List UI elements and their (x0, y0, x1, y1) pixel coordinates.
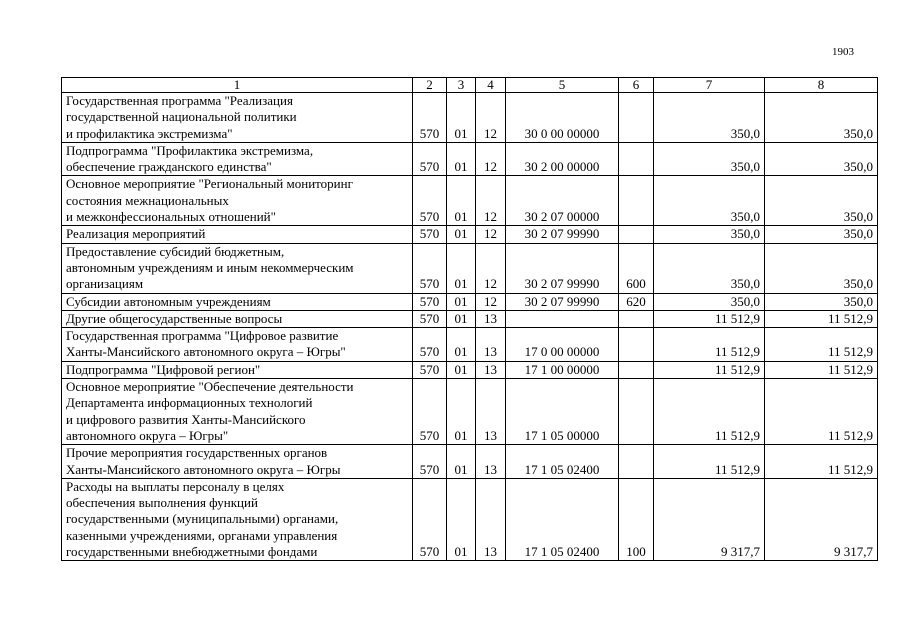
row-name (62, 226, 413, 243)
header-cell: 5 (506, 78, 619, 93)
row-amount-col8: 11 512,9 (765, 328, 878, 362)
row-name-line: Предоставление субсидий бюджетным, (66, 243, 285, 259)
row-amount-col8: 350,0 (765, 226, 878, 243)
row-subsection-code: 13 (476, 361, 506, 378)
row-amount-col8: 11 512,9 (765, 445, 878, 479)
row-amount-col8: 350,0 (765, 243, 878, 293)
row-amount-col7: 11 512,9 (654, 379, 765, 445)
header-cell: 8 (765, 78, 878, 93)
row-expense-type (619, 176, 654, 226)
table-row (62, 445, 878, 479)
row-admin-code: 570 (413, 293, 447, 310)
row-section-code: 01 (447, 142, 476, 176)
row-expense-type (619, 328, 654, 362)
row-admin-code: 570 (413, 142, 447, 176)
row-amount-col7: 9 317,7 (654, 478, 765, 560)
table-row (62, 361, 878, 378)
row-target-article: 17 1 05 02400 (506, 478, 619, 560)
row-name-line: казенными учреждениями, органами управления (66, 527, 338, 543)
row-admin-code: 570 (413, 176, 447, 226)
header-cell: 2 (413, 78, 447, 93)
row-subsection-code: 12 (476, 93, 506, 143)
row-name (62, 361, 413, 378)
row-name (62, 93, 413, 143)
row-name-line: Субсидии автономным учреждениям (66, 293, 271, 309)
row-name-line: Ханты-Мансийского автономного округа – Югры" (66, 344, 346, 360)
row-name (62, 176, 413, 226)
row-amount-col8: 350,0 (765, 176, 878, 226)
table-row (62, 226, 878, 243)
row-amount-col7: 350,0 (654, 243, 765, 293)
row-target-article: 17 0 00 00000 (506, 328, 619, 362)
row-amount-col7: 11 512,9 (654, 361, 765, 378)
table-row (62, 310, 878, 327)
row-section-code: 01 (447, 293, 476, 310)
row-name (62, 379, 413, 445)
row-name-line: Основное мероприятие "Региональный мониторинг (66, 176, 353, 192)
row-section-code: 01 (447, 328, 476, 362)
row-name (62, 328, 413, 362)
row-amount-col8: 11 512,9 (765, 379, 878, 445)
row-admin-code: 570 (413, 445, 447, 479)
row-name-line: Другие общегосударственные вопросы (66, 310, 283, 326)
row-subsection-code: 13 (476, 310, 506, 327)
row-name-line: Департамента информационных технологий (66, 395, 313, 411)
row-admin-code: 570 (413, 226, 447, 243)
row-amount-col8: 350,0 (765, 142, 878, 176)
row-section-code: 01 (447, 478, 476, 560)
row-name-line: Расходы на выплаты персоналу в целях (66, 478, 285, 494)
header-cell: 3 (447, 78, 476, 93)
row-target-article: 30 2 07 99990 (506, 226, 619, 243)
row-section-code: 01 (447, 310, 476, 327)
row-expense-type: 600 (619, 243, 654, 293)
row-expense-type (619, 226, 654, 243)
header-row (62, 78, 878, 93)
row-name-line: автономного округа – Югры" (66, 427, 229, 443)
row-target-article: 17 1 05 02400 (506, 445, 619, 479)
row-amount-col7: 350,0 (654, 176, 765, 226)
row-name-line: и цифрового развития Ханты-Мансийского (66, 411, 306, 427)
row-name-line: государственной национальной политики (66, 109, 297, 125)
row-section-code: 01 (447, 93, 476, 143)
row-subsection-code: 13 (476, 379, 506, 445)
table-row (62, 478, 878, 560)
row-target-article: 30 2 07 00000 (506, 176, 619, 226)
row-admin-code: 570 (413, 361, 447, 378)
row-name-line: государственными (муниципальными) органами, (66, 511, 339, 527)
row-section-code: 01 (447, 379, 476, 445)
header-cell: 7 (654, 78, 765, 93)
table-body (62, 93, 878, 561)
row-admin-code: 570 (413, 243, 447, 293)
row-target-article: 30 2 00 00000 (506, 142, 619, 176)
table-row (62, 176, 878, 226)
row-section-code: 01 (447, 361, 476, 378)
row-name (62, 243, 413, 293)
row-name (62, 445, 413, 479)
row-name-line: Основное мероприятие "Обеспечение деятельности (66, 379, 354, 395)
table-row (62, 328, 878, 362)
row-target-article: 30 2 07 99990 (506, 243, 619, 293)
row-target-article: 30 2 07 99990 (506, 293, 619, 310)
row-expense-type (619, 379, 654, 445)
row-amount-col8: 11 512,9 (765, 310, 878, 327)
row-amount-col8: 350,0 (765, 293, 878, 310)
row-target-article: 17 1 05 00000 (506, 379, 619, 445)
row-amount-col7: 350,0 (654, 93, 765, 143)
row-amount-col7: 11 512,9 (654, 445, 765, 479)
table-row (62, 243, 878, 293)
row-admin-code: 570 (413, 478, 447, 560)
row-name (62, 293, 413, 310)
row-name-line: государственными внебюджетными фондами (66, 544, 318, 560)
row-name-line: Подпрограмма "Профилактика экстремизма, (66, 142, 314, 158)
row-subsection-code: 12 (476, 293, 506, 310)
page-number: 1903 (832, 46, 854, 58)
row-section-code: 01 (447, 226, 476, 243)
row-name-line: Ханты-Мансийского автономного округа – Югры (66, 461, 341, 477)
table-row (62, 142, 878, 176)
row-amount-col7: 350,0 (654, 293, 765, 310)
row-subsection-code: 12 (476, 226, 506, 243)
row-amount-col7: 350,0 (654, 226, 765, 243)
row-amount-col7: 11 512,9 (654, 310, 765, 327)
header-cell: 4 (476, 78, 506, 93)
row-target-article: 17 1 00 00000 (506, 361, 619, 378)
row-subsection-code: 12 (476, 142, 506, 176)
row-name-line: и межконфессиональных отношений" (66, 209, 276, 225)
row-section-code: 01 (447, 243, 476, 293)
row-name (62, 478, 413, 560)
row-expense-type: 620 (619, 293, 654, 310)
row-amount-col7: 11 512,9 (654, 328, 765, 362)
header-cell: 1 (62, 78, 413, 93)
row-subsection-code: 12 (476, 176, 506, 226)
row-section-code: 01 (447, 445, 476, 479)
row-expense-type: 100 (619, 478, 654, 560)
row-name-line: обеспечения выполнения функций (66, 495, 258, 511)
table-row (62, 379, 878, 445)
row-amount-col8: 11 512,9 (765, 361, 878, 378)
row-subsection-code: 13 (476, 478, 506, 560)
row-subsection-code: 13 (476, 445, 506, 479)
row-name (62, 310, 413, 327)
row-admin-code: 570 (413, 379, 447, 445)
row-amount-col8: 9 317,7 (765, 478, 878, 560)
row-amount-col8: 350,0 (765, 93, 878, 143)
row-name-line: организациям (66, 276, 144, 292)
row-admin-code: 570 (413, 93, 447, 143)
row-expense-type (619, 361, 654, 378)
row-name-line: Прочие мероприятия государственных органов (66, 445, 328, 461)
budget-table (61, 77, 878, 561)
row-admin-code: 570 (413, 310, 447, 327)
row-name (62, 142, 413, 176)
row-target-article: 30 0 00 00000 (506, 93, 619, 143)
row-admin-code: 570 (413, 328, 447, 362)
row-name-line: и профилактика экстремизма" (66, 125, 233, 141)
table-row (62, 293, 878, 310)
row-target-article (506, 310, 619, 327)
row-name-line: состояния межнациональных (66, 192, 229, 208)
header-cell: 6 (619, 78, 654, 93)
row-amount-col7: 350,0 (654, 142, 765, 176)
row-name-line: Государственная программа "Цифровое развитие (66, 328, 339, 344)
row-subsection-code: 13 (476, 328, 506, 362)
row-expense-type (619, 445, 654, 479)
row-expense-type (619, 310, 654, 327)
row-name-line: Подпрограмма "Цифровой регион" (66, 361, 261, 377)
row-section-code: 01 (447, 176, 476, 226)
row-name-line: автономным учреждениям и иным некоммерческим (66, 259, 354, 275)
row-expense-type (619, 142, 654, 176)
table-row (62, 93, 878, 143)
row-subsection-code: 12 (476, 243, 506, 293)
row-name-line: обеспечение гражданского единства" (66, 159, 272, 175)
row-name-line: Государственная программа "Реализация (66, 93, 293, 108)
row-name-line: Реализация мероприятий (66, 226, 206, 242)
row-expense-type (619, 93, 654, 143)
